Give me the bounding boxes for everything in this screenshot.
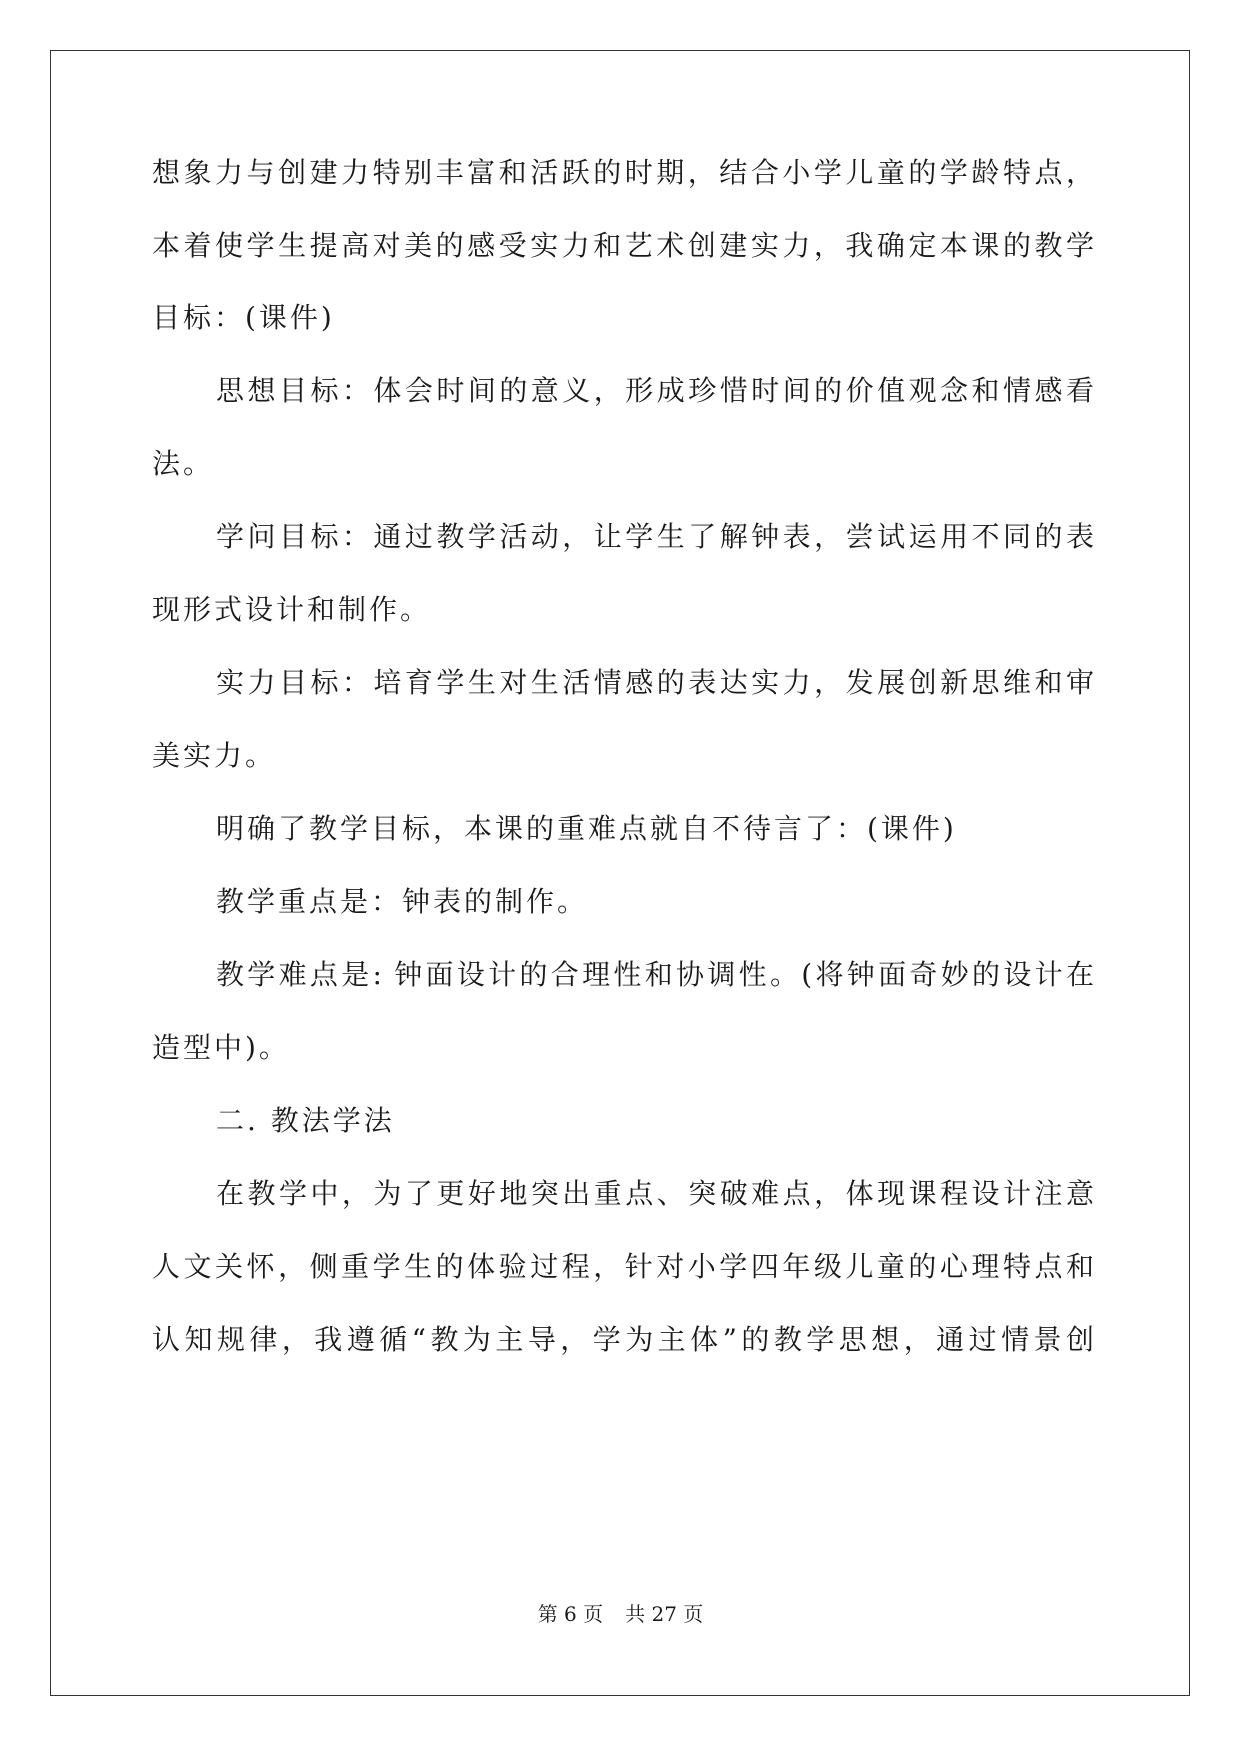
section-heading: 二. 教法学法 bbox=[216, 1104, 395, 1137]
text-line: 明确了教学目标，本课的重难点就自不待言了：(课件) bbox=[216, 812, 957, 845]
page-border bbox=[50, 50, 1190, 1696]
text-line: 认知规律，我遵循“教为主导，学为主体”的教学思想，通过情景创 bbox=[152, 1323, 1094, 1356]
text-line: 教学难点是: 钟面设计的合理性和协调性。(将钟面奇妙的设计在 bbox=[216, 958, 1094, 991]
text-line: 法。 bbox=[152, 447, 215, 480]
text-line: 在教学中，为了更好地突出重点、突破难点，体现课程设计注意 bbox=[216, 1177, 1094, 1210]
text-line: 现形式设计和制作。 bbox=[152, 593, 432, 626]
text-line: 本着使学生提高对美的感受实力和艺术创建实力，我确定本课的教学 bbox=[152, 229, 1094, 262]
text-line: 思想目标：体会时间的意义，形成珍惜时间的价值观念和情感看 bbox=[216, 374, 1094, 407]
text-line: 实力目标：培育学生对生活情感的表达实力，发展创新思维和审 bbox=[216, 666, 1094, 699]
text-line: 想象力与创建力特别丰富和活跃的时期，结合小学儿童的学龄特点， bbox=[152, 156, 1094, 189]
text-line: 造型中)。 bbox=[152, 1031, 290, 1064]
text-line: 美实力。 bbox=[152, 739, 277, 772]
text-line: 目标：(课件) bbox=[152, 301, 335, 334]
text-line: 人文关怀，侧重学生的体验过程，针对小学四年级儿童的心理特点和 bbox=[152, 1250, 1094, 1283]
page-total: 共 27 页 bbox=[625, 1602, 704, 1626]
text-line: 学问目标：通过教学活动，让学生了解钟表，尝试运用不同的表 bbox=[216, 520, 1094, 553]
page-footer bbox=[0, 1600, 1241, 1628]
page-number: 第 6 页 bbox=[537, 1602, 604, 1626]
text-line: 教学重点是：钟表的制作。 bbox=[216, 885, 589, 918]
